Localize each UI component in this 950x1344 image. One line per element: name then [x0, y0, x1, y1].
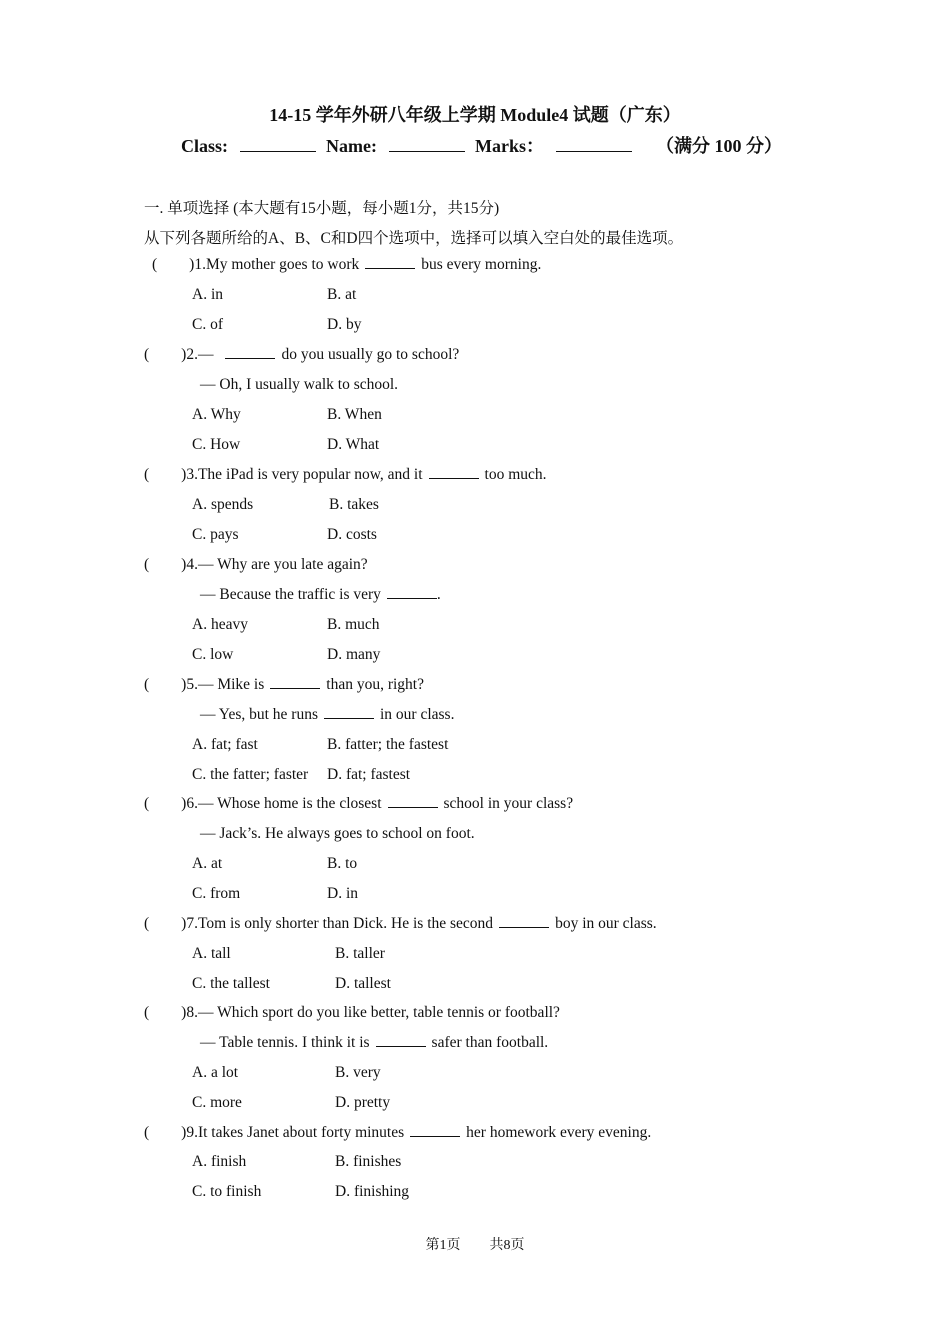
answer-blank	[270, 676, 320, 689]
option-b: B. to	[327, 855, 358, 872]
answer-paren[interactable]: ( )	[144, 466, 187, 483]
answer-blank	[225, 346, 275, 359]
option-c: C. from	[192, 885, 241, 902]
option-b: B. takes	[329, 496, 379, 513]
option-b: B. finishes	[335, 1153, 402, 1170]
question-stem-end: too much.	[484, 466, 547, 483]
option-d: D. costs	[327, 526, 377, 543]
option-b: B. taller	[335, 945, 385, 962]
question-stem: — Whose home is the closest	[197, 795, 382, 812]
answer-paren[interactable]: ( )	[144, 346, 187, 363]
answer-blank	[387, 586, 437, 599]
question-reply: — Oh, I usually walk to school.	[200, 376, 399, 393]
page-total: 共8页	[489, 1238, 525, 1253]
question-stem: My mother goes to work	[205, 256, 360, 273]
question-stem-end: bus every morning.	[421, 256, 542, 273]
option-a: A. Why	[192, 406, 241, 423]
question-4	[144, 556, 368, 574]
option-a: A. in	[192, 286, 223, 303]
question-stem-end: her homework every evening.	[466, 1124, 652, 1141]
answer-blank	[324, 706, 374, 719]
option-d: D. many	[327, 646, 381, 663]
option-a: A. heavy	[192, 616, 248, 633]
question-stem: — Which sport do you like better, table tennis or football?	[197, 1004, 560, 1021]
question-stem: — Mike is	[197, 676, 265, 693]
question-6	[144, 795, 573, 813]
marks-label: Marks：	[475, 136, 544, 156]
question-stem-end: school in your class?	[443, 795, 574, 812]
question-reply: — Yes, but he runs in our class.	[200, 706, 455, 723]
option-a: A. fat; fast	[192, 736, 258, 753]
option-d: D. in	[327, 885, 358, 902]
question-stem-end: boy in our class.	[555, 915, 657, 932]
page-number: 第1页	[425, 1238, 461, 1253]
answer-blank	[429, 466, 479, 479]
option-a: A. a lot	[192, 1064, 239, 1081]
question-stem: It takes Janet about forty minutes	[197, 1124, 405, 1141]
question-number: 3.	[186, 466, 198, 483]
question-3	[144, 466, 547, 484]
option-c: C. pays	[192, 526, 239, 543]
answer-blank	[410, 1124, 460, 1137]
page-footer	[0, 1234, 950, 1254]
option-d: D. What	[327, 436, 380, 453]
answer-paren[interactable]: ( )	[144, 915, 187, 932]
class-label: Class:	[181, 136, 229, 156]
option-c: C. How	[192, 436, 241, 453]
option-c: C. to finish	[192, 1183, 262, 1200]
section-heading: 一. 单项选择 (本大题有15小题，每小题1分，共15分)	[144, 200, 500, 217]
option-d: D. fat; fastest	[327, 766, 411, 783]
question-number: 7.	[186, 915, 198, 932]
option-d: D. finishing	[335, 1183, 410, 1200]
question-number: 9.	[186, 1124, 198, 1141]
option-a: A. tall	[192, 945, 231, 962]
answer-blank	[365, 256, 415, 269]
answer-blank	[376, 1034, 426, 1047]
name-blank[interactable]	[389, 137, 465, 152]
question-stem-end: than you, right?	[326, 676, 424, 693]
question-reply: — Because the traffic is very .	[200, 586, 441, 603]
answer-blank	[388, 795, 438, 808]
option-a: A. at	[192, 855, 223, 872]
section-instruction: 从下列各题所给的A、B、C和D四个选项中，选择可以填入空白处的最佳选项。	[144, 230, 684, 247]
option-b: B. at	[327, 286, 357, 303]
answer-paren[interactable]: ( )	[144, 556, 187, 573]
question-9	[144, 1124, 651, 1142]
question-stem: The iPad is very popular now, and it	[197, 466, 423, 483]
option-c: C. more	[192, 1094, 242, 1111]
question-number: 1.	[194, 256, 206, 273]
question-2	[144, 346, 459, 364]
option-c: C. of	[192, 316, 223, 333]
option-b: B. much	[327, 616, 380, 633]
name-label: Name:	[326, 136, 377, 156]
option-b: B. very	[335, 1064, 381, 1081]
question-stem-end: do you usually go to school?	[281, 346, 460, 363]
question-stem: — Why are you late again?	[197, 556, 368, 573]
option-d: D. pretty	[335, 1094, 391, 1111]
question-reply: — Jack’s. He always goes to school on foot.	[200, 825, 475, 842]
marks-blank[interactable]	[556, 137, 632, 152]
page-title: 14-15 学年外研八年级上学期 Module4 试题（广东）	[269, 105, 681, 125]
option-a: A. spends	[192, 496, 254, 513]
question-number: 8.	[186, 1004, 198, 1021]
full-score: （满分 100 分）	[656, 136, 782, 156]
answer-blank	[499, 915, 549, 928]
option-b: B. When	[327, 406, 382, 423]
student-info-line	[181, 132, 782, 158]
answer-paren[interactable]: ( )	[144, 1004, 187, 1021]
option-d: D. tallest	[335, 975, 391, 992]
option-d: D. by	[327, 316, 362, 333]
option-c: C. the fatter; faster	[192, 766, 309, 783]
option-c: C. the tallest	[192, 975, 270, 992]
question-number: 5.	[186, 676, 198, 693]
question-number: 4.	[186, 556, 198, 573]
answer-paren[interactable]: ( )	[144, 1124, 187, 1141]
question-stem: Tom is only shorter than Dick. He is the second	[197, 915, 494, 932]
question-5	[144, 676, 424, 694]
option-a: A. finish	[192, 1153, 247, 1170]
question-8	[144, 1004, 560, 1022]
question-1	[152, 256, 541, 274]
question-number: 2.	[186, 346, 198, 363]
question-reply: — Table tennis. I think it is safer than football.	[200, 1034, 549, 1051]
option-b: B. fatter; the fastest	[327, 736, 449, 753]
question-stem: —	[197, 346, 214, 363]
question-7	[144, 915, 657, 933]
class-blank[interactable]	[240, 137, 316, 152]
answer-paren[interactable]: ( )	[144, 676, 187, 693]
question-number: 6.	[186, 795, 198, 812]
answer-paren[interactable]: ( )	[144, 795, 187, 812]
answer-paren[interactable]: ( )	[152, 256, 195, 273]
option-c: C. low	[192, 646, 234, 663]
